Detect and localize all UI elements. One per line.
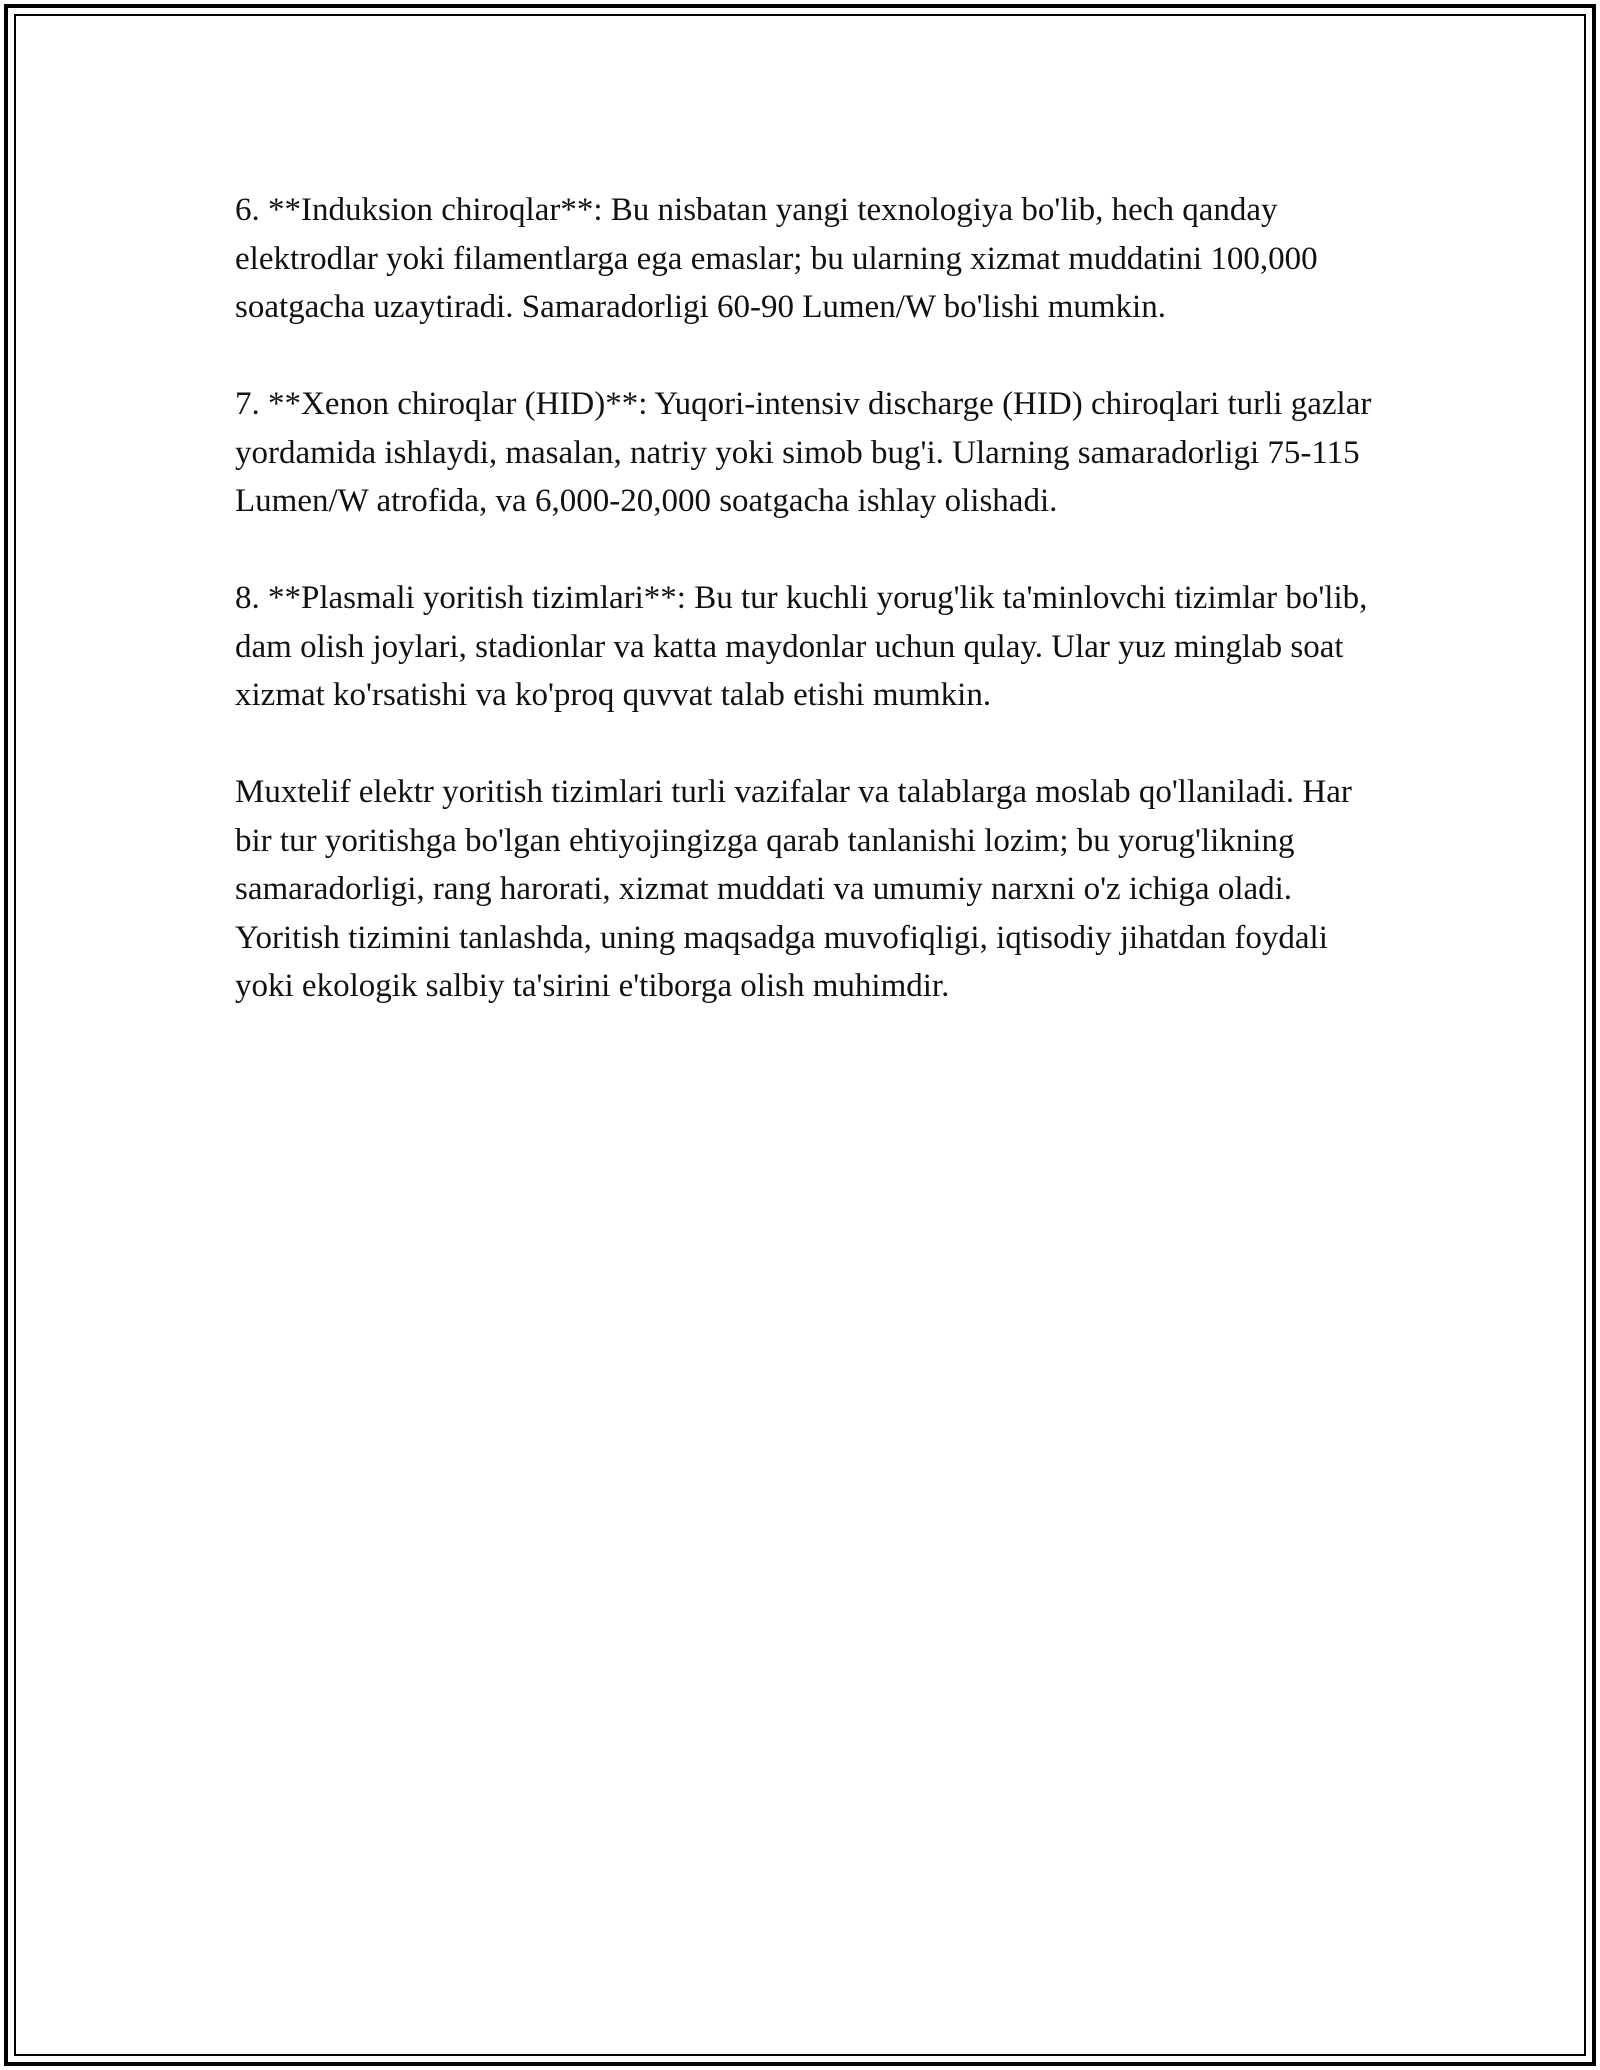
paragraph-xenon-lamps: 7. **Xenon chiroqlar (HID)**: Yuqori-intensiv discharge (HID) chiroqlari turli gazlar yordamida ishlaydi, masalan, natriy yoki simob bug'i. Ularning samaradorligi 75-115 Lumen/W atrofida, va 6,000-20,000 soatgacha ishlay olishadi. [235,386,1372,519]
paragraph-conclusion: Muxtelif elektr yoritish tizimlari turli vazifalar va talablarga moslab qo'llaniladi. Har bir tur yoritishga bo'lgan ehtiyojingizga qarab tanlanishi lozim; bu yorug'likning samaradorligi, rang harorati, xizmat muddati va umumiy narxni o'z ichiga oladi. Yoritish tizimini tanlashda, uning maqsadga muvofiqligi, iqtisodiy jihatdan foydali yoki ekologik salbiy ta'sirini e'tiborga olish muhimdir. [235,774,1352,1004]
paragraph-plasma-lighting: 8. **Plasmali yoritish tizimlari**: Bu tur kuchli yorug'lik ta'minlovchi tizimlar bo'lib, dam olish joylari, stadionlar va katta maydonlar uchun qulay. Ular yuz minglab soat xizmat ko'rsatishi va ko'proq quvvat talab etishi mumkin. [235,580,1368,713]
document-body [235,186,1385,1059]
paragraph-induction-lamps: 6. **Induksion chiroqlar**: Bu nisbatan yangi texnologiya bo'lib, hech qanday elektrodlar yoki filamentlarga ega emaslar; bu ularning xizmat muddatini 100,000 soatgacha uzaytiradi. Samaradorligi 60-90 Lumen/W bo'lishi mumkin. [235,192,1318,325]
